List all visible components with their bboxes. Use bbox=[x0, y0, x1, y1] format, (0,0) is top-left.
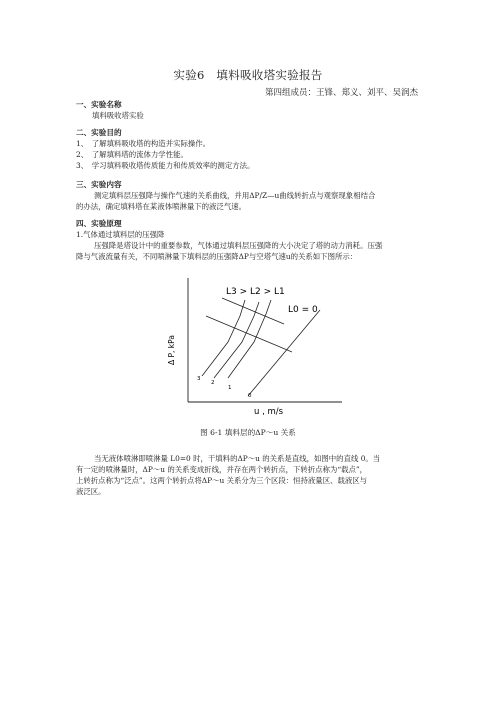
section-name bbox=[76, 99, 436, 121]
closing-line: 有一定的喷淋量时，ΔP～u 的关系变成折线，并存在两个转折点，下转折点称为“载点”， bbox=[76, 465, 368, 474]
section-principle bbox=[76, 218, 436, 262]
section2-heading: 二、实验目的 bbox=[76, 128, 122, 137]
section3-para-line: 的办法，确定填料塔在某液体喷淋量下的液泛气速。 bbox=[76, 202, 246, 211]
purpose-item: 1、 了解填料吸收塔的构造并实际操作。 bbox=[76, 139, 211, 148]
section3-para-line: 测定填料层压强降与操作气速的关系曲线，并用ΔP/Z—u曲线转折点与观察现象相结合 bbox=[94, 191, 376, 200]
x-axis-label: u , m/s bbox=[254, 407, 284, 417]
section1-content: 填料吸收塔实验 bbox=[92, 111, 144, 120]
closing-line: 上转折点称为“泛点”。这两个转折点将ΔP～u 关系分为三个区段：恒持液量区、载液区与 bbox=[76, 476, 368, 485]
figure-caption: 图 6-1 填料层的ΔP～u 关系 bbox=[200, 428, 296, 437]
curve-3 bbox=[202, 300, 245, 376]
section4-heading: 四、实验原理 bbox=[76, 219, 122, 228]
section3-heading: 三、实验内容 bbox=[76, 180, 122, 189]
curve-label-0: 0 bbox=[248, 393, 252, 399]
page-title: 实验6 填料吸收塔实验报告 bbox=[173, 68, 323, 82]
curve-0 bbox=[248, 310, 320, 396]
curve-label-2: 2 bbox=[211, 380, 215, 386]
section1-heading: 一、实验名称 bbox=[76, 100, 122, 109]
section-purpose bbox=[76, 127, 436, 171]
curve-label-1: 1 bbox=[228, 385, 232, 391]
legend-l0: L0 = 0 bbox=[288, 305, 318, 315]
legend-l-order: L3 > L2 > L1 bbox=[226, 287, 285, 297]
y-axis-label: Δ P, kPa bbox=[167, 335, 176, 365]
flooding-line bbox=[222, 298, 284, 324]
closing-line: 液泛区。 bbox=[76, 487, 106, 496]
authors-line: 第四组成员：王锋、郑义、刘平、吴润杰 bbox=[264, 88, 418, 98]
curve-1 bbox=[228, 300, 271, 378]
section4-para-line: 降与气液流量有关，不同喷淋量下填料层的压强降ΔP与空塔气速u的关系如下图所示： bbox=[76, 252, 358, 261]
closing-paragraph bbox=[76, 453, 436, 497]
curve-label-3: 3 bbox=[197, 376, 201, 382]
figure-dp-u bbox=[150, 270, 350, 420]
section-content bbox=[76, 179, 436, 212]
purpose-item: 2、 了解填料塔的流体力学性能。 bbox=[76, 150, 188, 159]
closing-line: 当无液体喷淋即喷淋量 L0=0 时，干填料的ΔP～u 的关系是直线，如图中的直线 0。当 bbox=[94, 454, 381, 463]
loading-line bbox=[206, 316, 292, 352]
section4-sub1: 1.气体通过填料层的压强降 bbox=[76, 230, 165, 239]
section4-para-line: 压强降是塔设计中的重要参数，气体通过填料层压强降的大小决定了塔的动力消耗。压强 bbox=[94, 241, 383, 250]
purpose-item: 3、 学习填料吸收塔传质能力和传质效率的测定方法。 bbox=[76, 161, 255, 170]
